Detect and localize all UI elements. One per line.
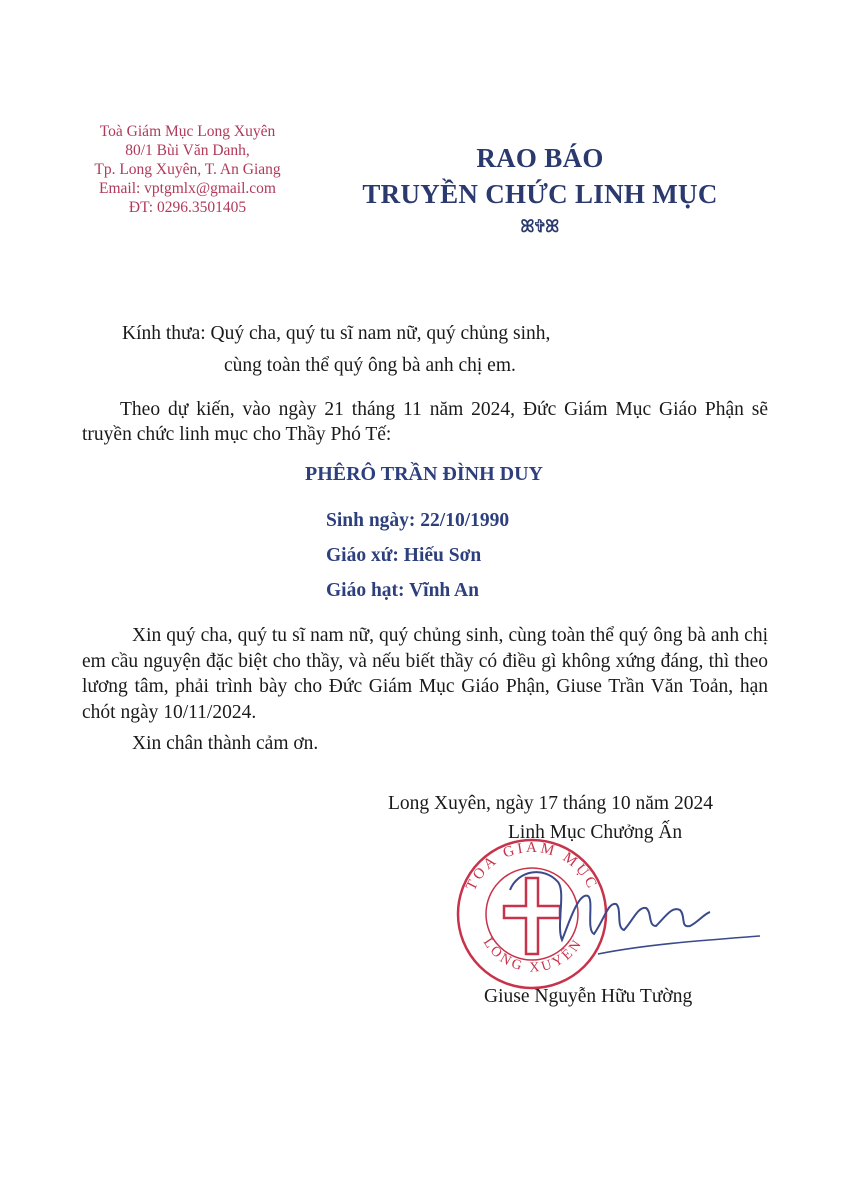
seal-top-text: TOÀ GIÁM MỤC [463,839,601,894]
seal-graphic [448,830,768,990]
signer-name: Giuse Nguyễn Hữu Tường [484,986,693,1007]
sender-address-line1: 80/1 Bùi Văn Danh, [125,142,250,159]
sender-block [60,122,315,217]
candidate-parish: Giáo xứ: Hiếu Sơn [326,545,482,566]
official-seal [448,830,768,995]
title-line2: TRUYỀN CHỨC LINH MỤC [362,179,718,209]
place-date: Long Xuyên, ngày 17 tháng 10 năm 2024 [388,793,713,814]
candidate-birth: Sinh ngày: 22/10/1990 [326,510,510,531]
greeting-line2: cùng toàn thể quý ông bà anh chị em. [224,355,516,376]
signer-role: Linh Mục Chưởng Ấn [508,822,683,843]
sender-phone: ĐT: 0296.3501405 [128,199,247,216]
sender-address-line2: Tp. Long Xuyên, T. An Giang [94,161,281,178]
intro-paragraph: Theo dự kiến, vào ngày 21 tháng 11 năm 2024, Đức Giám Mục Giáo Phận sẽ truyền chức linh mục cho Thầy Phó Tế: [82,399,768,445]
document-title [340,140,740,240]
thanks-line: Xin chân thành cảm ơn. [132,733,319,754]
title-line1: RAO BÁO [476,143,604,173]
candidate-info [326,503,509,608]
signature-underline [598,936,760,954]
sender-email: Email: vptgmlx@gmail.com [98,180,276,197]
greeting-line1: Kính thưa: Quý cha, quý tu sĩ nam nữ, quý chủng sinh, [122,323,551,344]
request-paragraph: Xin quý cha, quý tu sĩ nam nữ, quý chủng sinh, cùng toàn thể quý ông bà anh chị em cầu nguyện đặc biệt cho thầy, và nếu biết thầy có điều gì không xứng đáng, thì theo lương tâm, phải trình bày cho Đức Giám Mục Giáo Phận, Giuse Trần Văn Toản, hạn chót ngày 10/11/2024. [82,625,768,723]
cross-icon [504,878,560,954]
ornament-icon: ꕤ✞ꕤ [520,217,560,236]
candidate-deanery: Giáo hạt: Vĩnh An [326,580,479,601]
candidate-name: PHÊRÔ TRẦN ĐÌNH DUY [305,463,543,485]
seal-bottom-text: LONG XUYÊN [479,935,587,976]
sender-org: Toà Giám Mục Long Xuyên [99,123,276,140]
